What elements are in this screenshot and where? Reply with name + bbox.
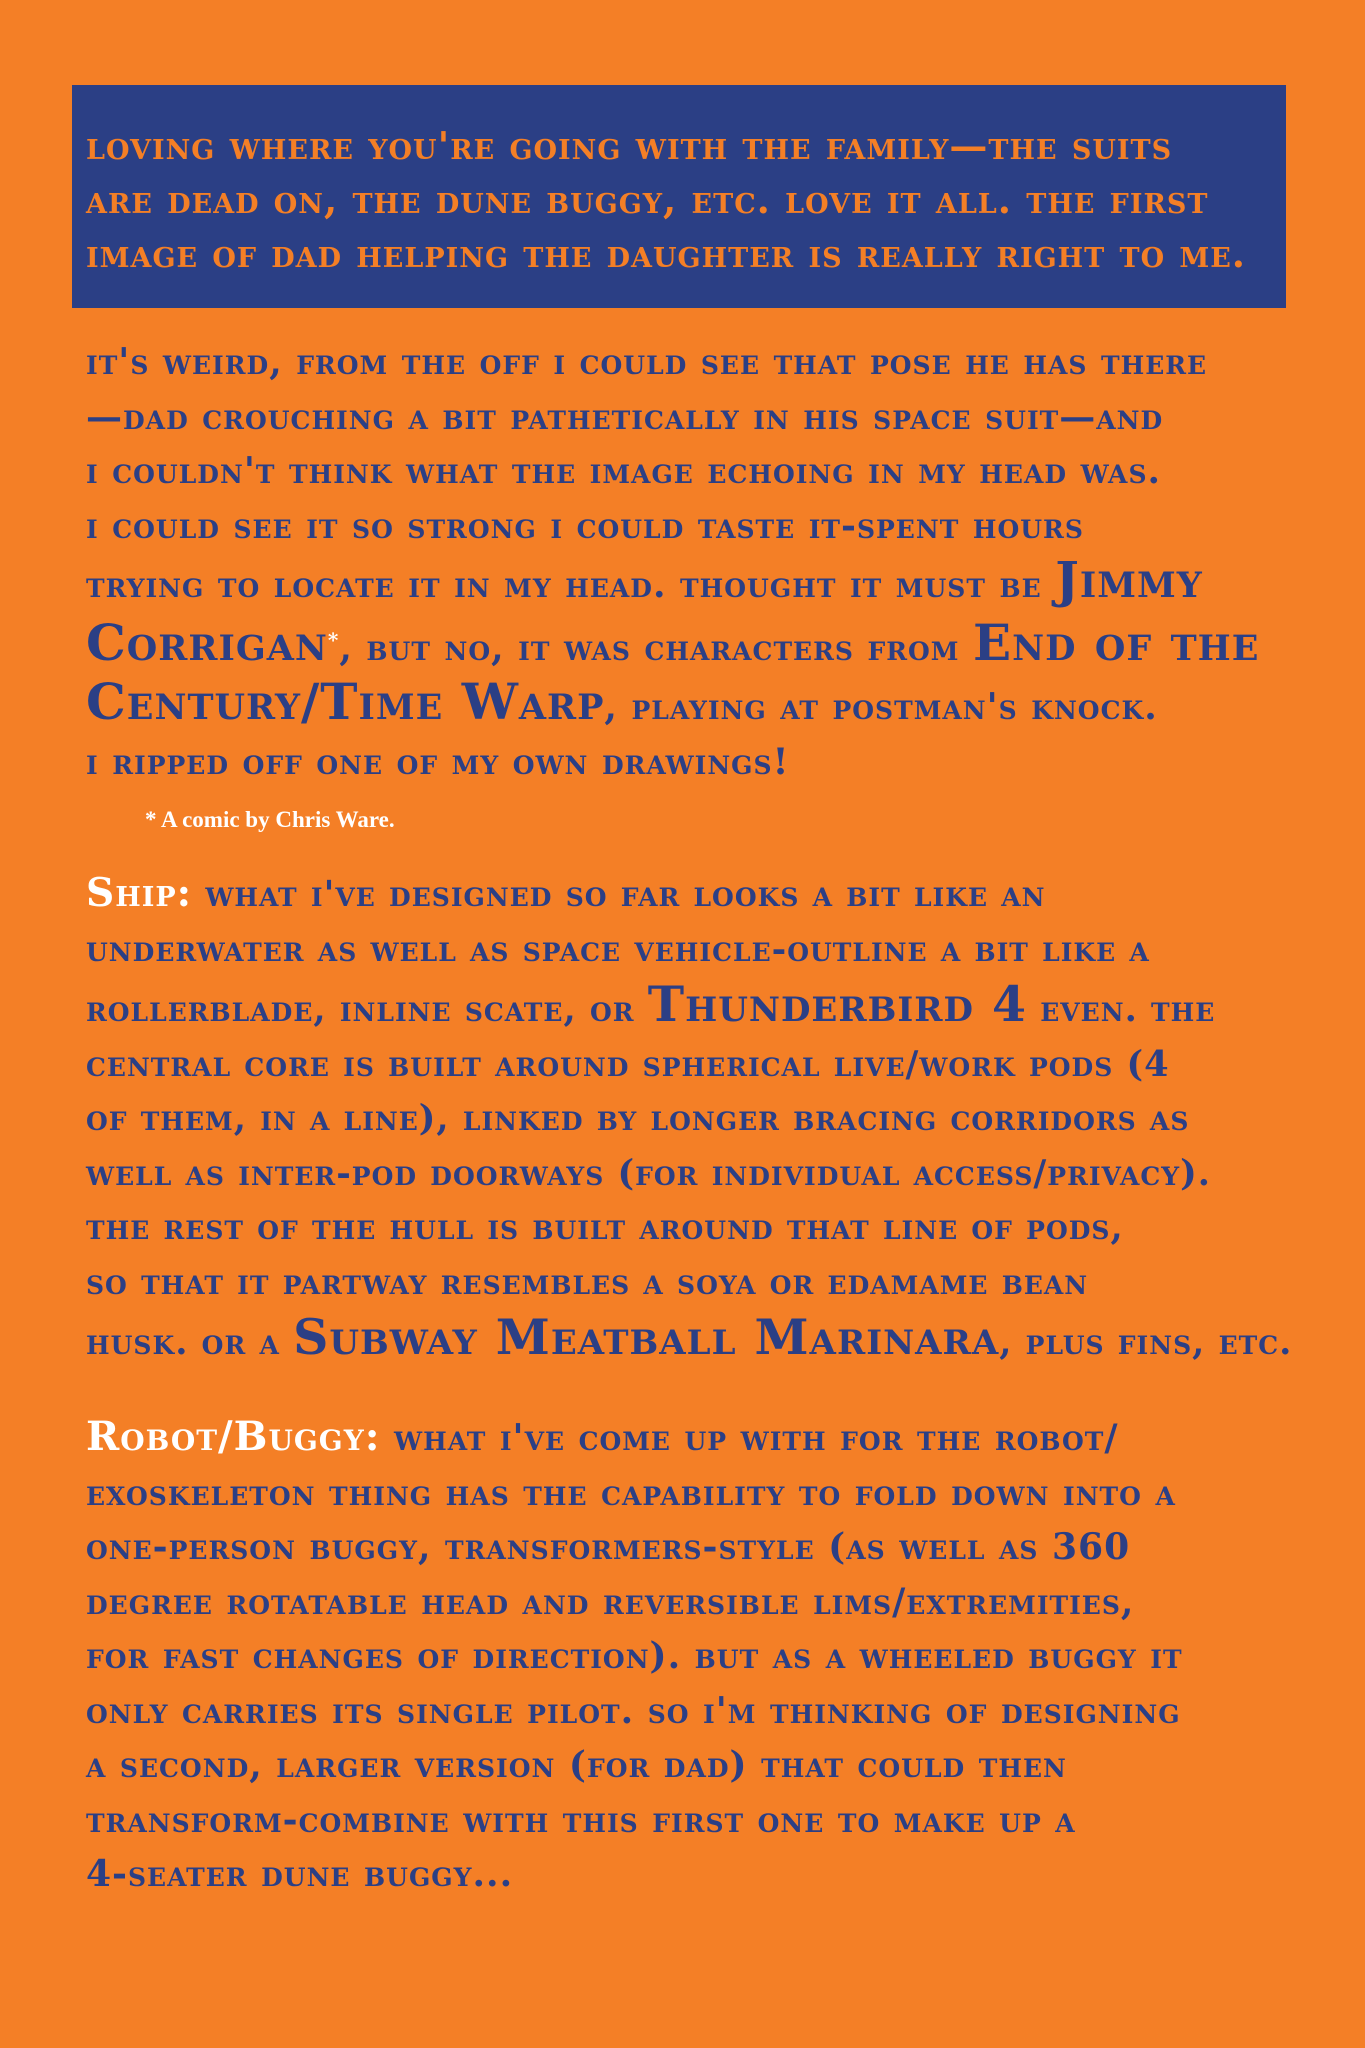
paragraph-line: 4-seater dune buggy... (86, 1853, 514, 1895)
footnote: * A comic by Chris Ware. (145, 807, 395, 832)
paragraph-pose (86, 335, 1259, 789)
paragraph-line (86, 977, 1292, 1038)
comic-title-emphasis: Corrigan (86, 612, 328, 672)
paragraph-line (86, 550, 1259, 613)
line-text: trying to locate it in my head. thought it must be (86, 564, 1056, 606)
line-text: husk. or a (86, 1322, 294, 1363)
paragraph-line: one-person buggy, transformers-style (as well as 360 (86, 1526, 1131, 1568)
line-text: , plus fins, etc. (999, 1322, 1293, 1363)
paragraph-line (86, 1410, 1183, 1466)
paragraph-robot-buggy (86, 1410, 1183, 1902)
paragraph-line (86, 1310, 1292, 1371)
paragraph-line: well as inter-pod doorways (for individual access/privacy). (86, 1152, 1212, 1194)
line-text: what i've designed so far looks a bit like an (192, 874, 1046, 915)
title-emphasis: Thunderbird 4 (647, 975, 1027, 1033)
comic-title-emphasis: Jimmy (1055, 550, 1203, 609)
header-line: are dead on, the dune buggy, etc. love it all. the first (86, 177, 1209, 222)
line-text: what i've come up with for the robot/ (380, 1417, 1119, 1459)
footnote-marker: * (327, 627, 340, 652)
line-text: rollerblade, inline scate, or (86, 989, 648, 1030)
line-text: , playing at postman's knock. (604, 686, 1158, 728)
paragraph-line (86, 672, 1259, 735)
header-line: image of dad helping the daughter is really right to me. (86, 231, 1247, 276)
section-label-robot-buggy: Robot/Buggy: (86, 1413, 381, 1460)
paragraph-line: underwater as well as space vehicle-outline a bit like a (86, 928, 1150, 970)
paragraph-line: exoskeleton thing has the capability to fold down into a (86, 1471, 1176, 1514)
paragraph-ship (86, 866, 1292, 1371)
paragraph-line: i could see it so strong i could taste it-spent hours (86, 504, 1084, 547)
paragraph-line (86, 613, 1259, 676)
comic-title-emphasis: End of the (972, 612, 1260, 672)
header-caption-box (72, 85, 1286, 308)
title-emphasis: Subway Meatball Marinara (293, 1308, 1000, 1366)
paragraph-line: for fast changes of direction). but as a wheeled buggy it (86, 1635, 1183, 1677)
paragraph-line: a second, larger version (for dad) that could then (86, 1744, 1067, 1786)
paragraph-line: degree rotatable head and reversible lims/extremities, (86, 1580, 1135, 1623)
paragraph-line (86, 866, 1292, 923)
line-text: , but no, it was characters from (339, 626, 973, 669)
section-label-ship: Ship: (86, 870, 193, 916)
paragraph-line: —dad crouching a bit pathetically in his space suit—and (86, 395, 1164, 438)
paragraph-line: central core is built around spherical live/work pods (4 (86, 1043, 1170, 1085)
paragraph-line: so that it partway resembles a soya or edamame bean (86, 1261, 1089, 1303)
header-line: loving where you're going with the family—the suits (86, 123, 1173, 168)
paragraph-line: i couldn't think what the image echoing in my head was. (86, 450, 1162, 492)
paragraph-line: only carries its single pilot. so i'm thinking of designing (86, 1689, 1181, 1732)
paragraph-line: transform-combine with this first one to make up a (86, 1798, 1076, 1841)
comic-title-emphasis: Century/Time Warp (86, 672, 605, 731)
paragraph-line: i ripped off one of my own drawings! (86, 740, 790, 783)
paragraph-line: the rest of the hull is built around that line of pods, (86, 1207, 1124, 1248)
paragraph-line: it's weird, from the off i could see that pose he has there (86, 341, 1208, 383)
header-caption-text (86, 119, 1246, 281)
paragraph-line: of them, in a line), linked by longer bracing corridors as (86, 1098, 1190, 1139)
line-text: even. the (1026, 989, 1216, 1030)
